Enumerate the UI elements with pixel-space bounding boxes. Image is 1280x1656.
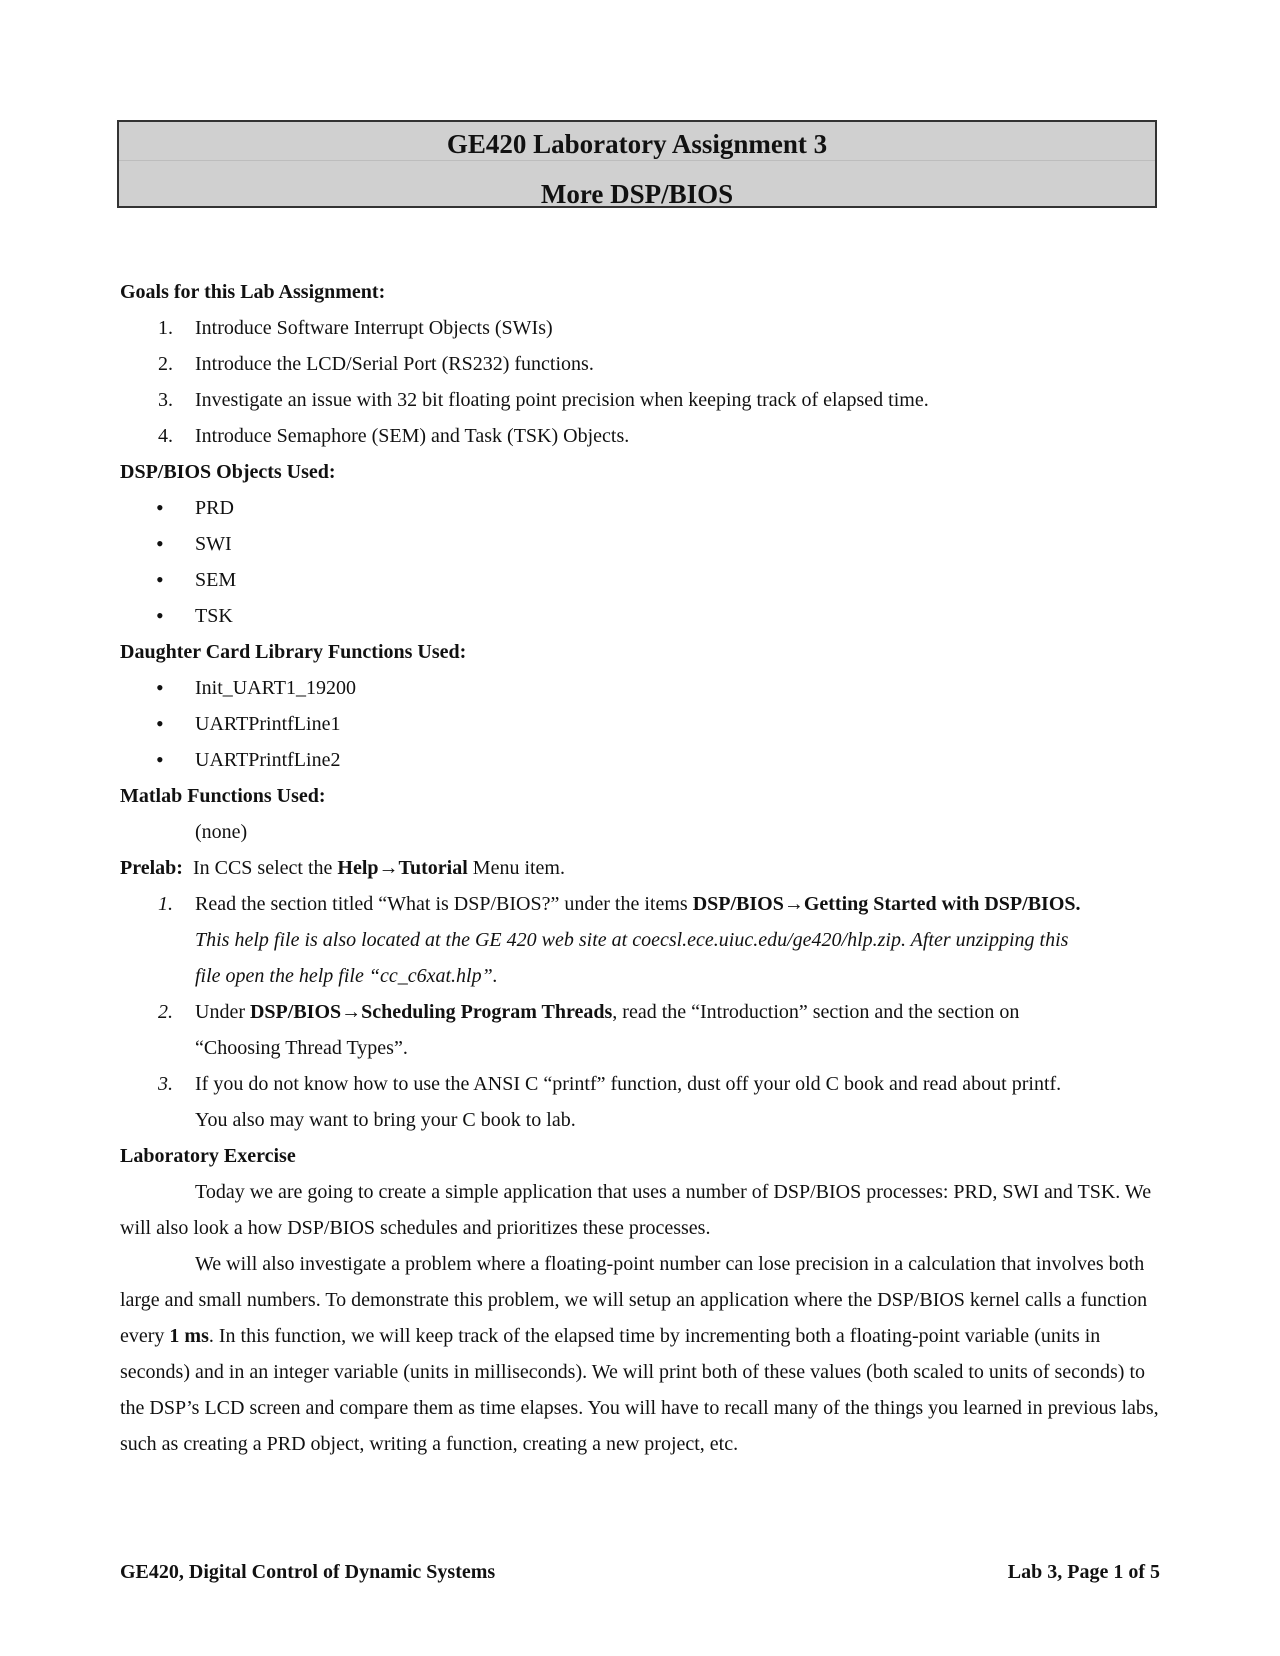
prelab-number: 3. (158, 1073, 173, 1095)
daughter-card-text: Init_UART1_19200 (195, 677, 357, 699)
document-body (120, 274, 1160, 1462)
bullet-icon: • (156, 531, 164, 556)
bullet-icon: • (156, 675, 164, 700)
goal-item (120, 346, 1160, 382)
prelab-item-cont (120, 1102, 1160, 1138)
title-box (117, 120, 1157, 208)
goal-item (120, 310, 1160, 346)
prelab-menu-path: DSP/BIOS→Scheduling Program Threads (249, 1001, 613, 1023)
goal-item (120, 382, 1160, 418)
goal-number: 1. (158, 317, 173, 339)
bullet-icon: • (156, 711, 164, 736)
goal-item (120, 418, 1160, 454)
footer-page-number: Lab 3, Page 1 of 5 (1007, 1561, 1160, 1583)
dsp-object-item (120, 490, 1160, 526)
prelab-number: 2. (158, 1001, 173, 1023)
title-line-1: GE420 Laboratory Assignment 3 (446, 129, 828, 159)
prelab-item (120, 886, 1160, 922)
bullet-icon: • (156, 495, 164, 520)
goal-number: 4. (158, 425, 173, 447)
title-line-2: More DSP/BIOS (540, 179, 734, 209)
prelab-intro-text: In CCS select the (192, 857, 338, 879)
matlab-item (120, 814, 1160, 850)
footer-course: GE420, Digital Control of Dynamic Systems (120, 1561, 496, 1583)
bullet-icon: • (156, 567, 164, 592)
dsp-object-text: SWI (195, 533, 232, 555)
prelab-intro (120, 850, 1160, 886)
prelab-item-cont (120, 922, 1160, 958)
goal-number: 2. (158, 353, 173, 375)
prelab-text: You also may want to bring your C book to lab. (195, 1109, 576, 1131)
goal-text: Introduce Semaphore (SEM) and Task (TSK) Objects. (195, 425, 630, 447)
prelab-italic-text: file open the help file “cc_c6xat.hlp”. (195, 965, 498, 987)
daughter-card-item (120, 742, 1160, 778)
daughter-card-text: UARTPrintfLine2 (195, 749, 341, 771)
prelab-text: “Choosing Thread Types”. (195, 1037, 408, 1059)
dsp-object-item (120, 562, 1160, 598)
prelab-intro-post: Menu item. (467, 857, 565, 879)
dsp-object-text: SEM (195, 569, 237, 591)
bullet-icon: • (156, 603, 164, 628)
dsp-object-text: PRD (195, 497, 234, 519)
daughter-card-item (120, 706, 1160, 742)
paragraph-bold-text: 1 ms (169, 1325, 209, 1347)
prelab-italic-text: This help file is also located at the GE 420 web site at coecsl.ece.uiuc.edu/ge420/hlp.zip. After unzipping this (195, 929, 1069, 951)
prelab-label: Prelab: (120, 857, 183, 879)
matlab-none-text: (none) (195, 821, 248, 843)
dsp-objects-heading: DSP/BIOS Objects Used: (120, 461, 336, 483)
prelab-text: If you do not know how to use the ANSI C “printf” function, dust off your old C book and read about printf. (195, 1073, 1062, 1095)
prelab-text: Read the section titled “What is DSP/BIOS?” under the items (195, 893, 693, 915)
prelab-number: 1. (158, 893, 173, 915)
goal-text: Investigate an issue with 32 bit floating point precision when keeping track of elapsed time. (195, 389, 929, 411)
prelab-menu-path: DSP/BIOS→Getting Started with DSP/BIOS. (692, 893, 1081, 915)
title-divider (119, 160, 1155, 161)
lab-exercise-paragraph-2 (120, 1246, 1160, 1462)
prelab-text: Under (195, 1001, 250, 1023)
lab-exercise-heading: Laboratory Exercise (120, 1145, 296, 1167)
prelab-menu-path: Help→Tutorial (337, 857, 468, 879)
prelab-text: , read the “Introduction” section and the section on (612, 1001, 1020, 1023)
goal-text: Introduce the LCD/Serial Port (RS232) functions. (195, 353, 594, 375)
daughter-card-heading: Daughter Card Library Functions Used: (120, 641, 467, 663)
dsp-object-text: TSK (195, 605, 233, 627)
prelab-item (120, 994, 1160, 1030)
paragraph-text: . In this function, we will keep track of the elapsed time by incrementing both a floating-point variable (units in seconds) and in an integer variable (units in milliseconds). We will print both of these values (both scaled to units of seconds) to the DSP’s LCD screen and compare them as time elapses. You will have to recall many of the things you learned in previous labs, such as creating a PRD object, writing a function, creating a new project, etc. (120, 1325, 1159, 1455)
page-footer (120, 1554, 1160, 1590)
dsp-object-item (120, 526, 1160, 562)
bullet-icon: • (156, 747, 164, 772)
daughter-card-item (120, 670, 1160, 706)
prelab-item-cont (120, 958, 1160, 994)
dsp-object-item (120, 598, 1160, 634)
lab-exercise-paragraph-1: Today we are going to create a simple application that uses a number of DSP/BIOS processes: PRD, SWI and TSK. We will also look a how DSP/BIOS schedules and prioritizes these processes. (120, 1181, 1152, 1239)
prelab-item (120, 1066, 1160, 1102)
daughter-card-text: UARTPrintfLine1 (195, 713, 341, 735)
goals-heading: Goals for this Lab Assignment: (120, 281, 386, 303)
matlab-heading: Matlab Functions Used: (120, 785, 326, 807)
goal-text: Introduce Software Interrupt Objects (SWIs) (195, 317, 553, 339)
paragraph-text: We will also investigate a problem where a floating-point number can lose precision in a calculation that involves both large and small numbers. To demonstrate this problem, we will setup an application where the DSP/BIOS kernel calls a function every (120, 1253, 1148, 1347)
prelab-item-cont (120, 1030, 1160, 1066)
goal-number: 3. (158, 389, 173, 411)
